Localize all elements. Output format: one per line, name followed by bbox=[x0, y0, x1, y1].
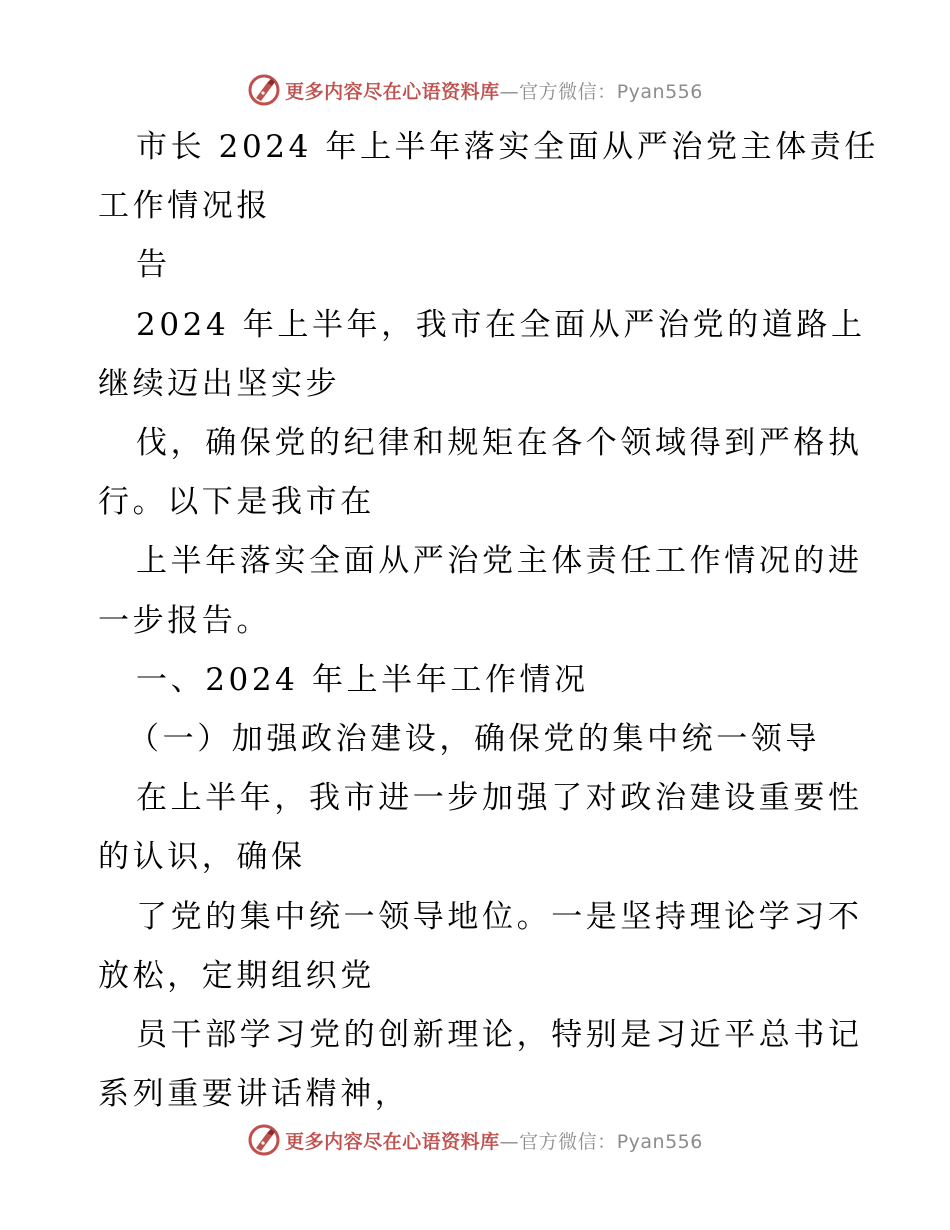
pen-nib-logo-icon bbox=[247, 73, 281, 107]
title-line: 工作情况报 bbox=[98, 188, 271, 225]
paragraph-line: 伐，确保党的纪律和规矩在各个领域得到严格执 bbox=[136, 425, 863, 462]
document-body bbox=[98, 118, 879, 1124]
paragraph-line: 的认识，确保 bbox=[98, 839, 306, 876]
paragraph-line: 2024 年上半年，我市在全面从严治党的道路上 bbox=[136, 306, 866, 343]
title-line: 告 bbox=[136, 247, 171, 284]
watermark-text: 更多内容尽在心语资料库—官方微信：Pyan556 bbox=[285, 1130, 703, 1153]
paragraph-line: 了党的集中统一领导地位。一是坚持理论学习不 bbox=[136, 898, 863, 935]
section-heading: 一、2024 年上半年工作情况 bbox=[136, 661, 589, 698]
paragraph-line: 放松，定期组织党 bbox=[98, 957, 375, 994]
title-line: 市长 2024 年上半年落实全面从严治党主体责任 bbox=[136, 129, 879, 165]
paragraph-line: 继续迈出坚实步 bbox=[98, 365, 341, 402]
paragraph-line: 在上半年，我市进一步加强了对政治建设重要性 bbox=[136, 780, 863, 817]
paragraph-line: 行。以下是我市在 bbox=[98, 484, 375, 521]
watermark-text: 更多内容尽在心语资料库—官方微信：Pyan556 bbox=[285, 80, 703, 103]
pen-nib-logo-icon bbox=[247, 1123, 281, 1157]
paragraph-line: 员干部学习党的创新理论，特别是习近平总书记 bbox=[136, 1017, 863, 1054]
footer-watermark bbox=[0, 1120, 950, 1160]
header-watermark bbox=[0, 70, 950, 110]
paragraph-line: 系列重要讲话精神， bbox=[98, 1076, 410, 1113]
paragraph-line: 上半年落实全面从严治党主体责任工作情况的进 bbox=[136, 543, 863, 580]
subsection-heading: （一）加强政治建设，确保党的集中统一领导 bbox=[128, 721, 820, 758]
paragraph-line: 一步报告。 bbox=[98, 602, 271, 639]
